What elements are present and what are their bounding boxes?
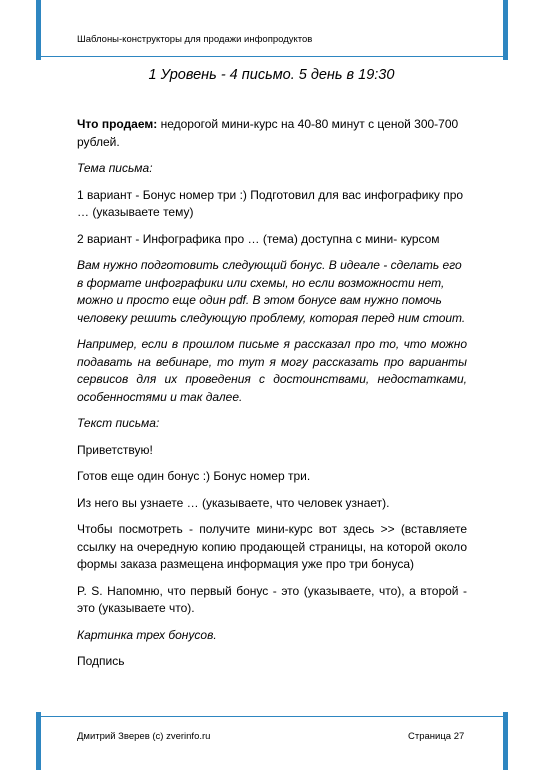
page-header: Шаблоны-конструкторы для продажи инфопродуктов <box>77 34 313 45</box>
instruction-note-1: Вам нужно подготовить следующий бонус. В идеале - сделать его в формате инфографики или схемы, но если возможности нет, можно и просто еще один pdf. В этом бонусе вам нужно помочь человеку решить следующую проблему, которая перед ним стоит. <box>77 258 466 325</box>
what-label: Что продаем: <box>77 117 158 131</box>
footer-rule <box>36 716 508 717</box>
what-text: недорогой мини-курс на 40-80 минут с ценой 300-700 рублей. <box>77 117 459 149</box>
document-body <box>77 116 467 680</box>
letter-line-2: Из него вы узнаете … (указываете, что человек узнает). <box>77 495 390 510</box>
footer-page-number: Страница 27 <box>408 731 465 742</box>
letter-ps: P. S. Напомню, что первый бонус - это (указываете, что), а второй - это (указываете что). <box>77 583 467 615</box>
letter-label: Текст письма: <box>77 416 160 430</box>
picture-note: Картинка трех бонусов. <box>77 627 217 642</box>
header-left-bar <box>36 0 41 60</box>
what-we-sell <box>77 116 467 151</box>
header-right-bar <box>503 0 508 60</box>
letter-line-3: Чтобы посмотреть - получите мини-курс вот здесь >> (вставляете ссылку на очередную копию продающей страницы, на которой около формы заказа размещена информация уже про три бонуса) <box>77 522 467 571</box>
letter-line-1: Готов еще один бонус :) Бонус номер три. <box>77 469 311 483</box>
letter-signature: Подпись <box>77 654 125 668</box>
page-title: 1 Уровень - 4 письмо. 5 день в 19:30 <box>148 67 395 83</box>
subject-variant-1: 1 вариант - Бонус номер три :) Подготовил для вас инфографику про … (указываете тему) <box>77 187 464 219</box>
instruction-note-2: Например, если в прошлом письме я рассказал про то, что можно подавать на вебинаре, то тут я могу рассказать про варианты сервисов для их проведения с достоинствами, недостатками, особенностями и так далее. <box>77 337 467 404</box>
letter-greeting: Приветствую! <box>77 442 153 457</box>
subject-label: Тема письма: <box>77 161 153 175</box>
subject-variant-2: 2 вариант - Инфографика про … (тема) доступна с мини- курсом <box>77 231 440 246</box>
footer-left-bar <box>36 712 41 770</box>
footer-right-bar <box>503 712 508 770</box>
footer-author: Дмитрий Зверев (c) zverinfo.ru <box>77 731 211 742</box>
header-rule <box>36 56 508 57</box>
